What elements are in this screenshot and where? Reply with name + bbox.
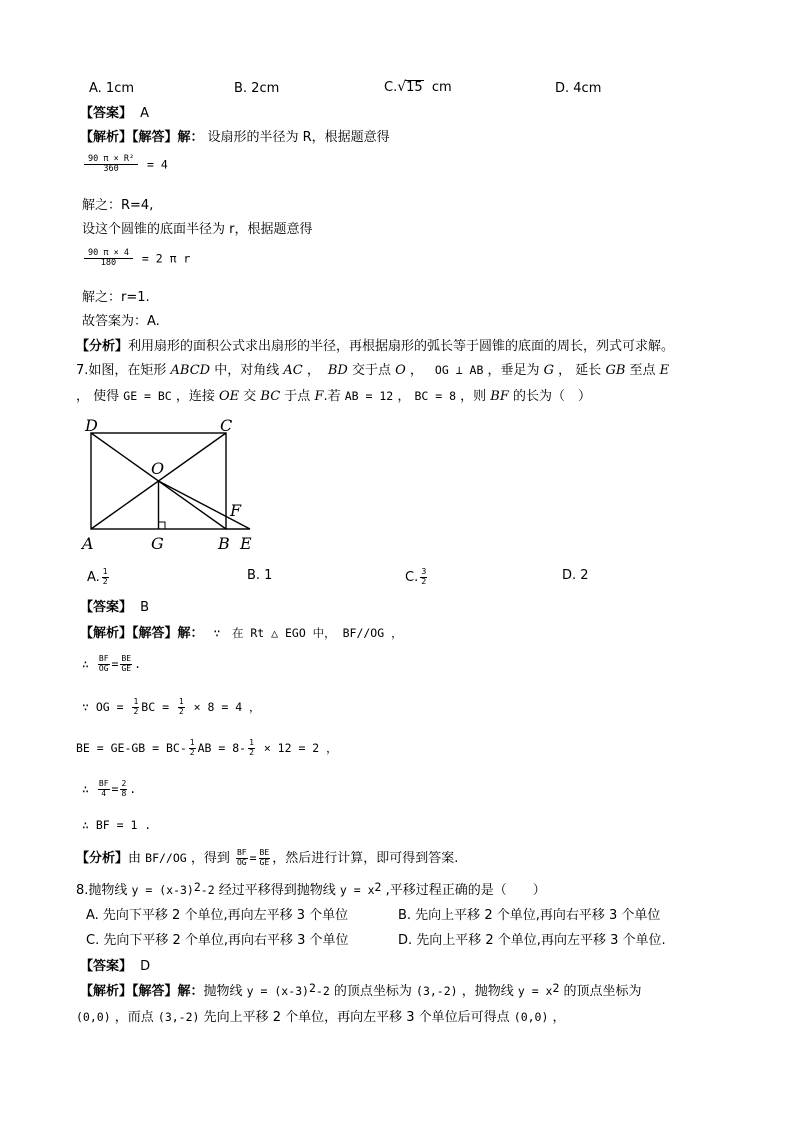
stem-var: GB <box>605 363 626 378</box>
fraction-numerator: BE <box>259 848 270 857</box>
analysis-tag: 【解析】【解答】解： <box>80 984 204 999</box>
period: . <box>134 656 142 671</box>
formula-rhs: = 2 π r <box>141 251 191 266</box>
fenxi-text: ，然后进行计算，即可得到答案. <box>272 850 459 866</box>
analysis-math: -2 <box>315 984 330 998</box>
stem-var: G <box>543 363 555 378</box>
label-c: C <box>220 418 233 435</box>
stem-text: ，垂足为 <box>483 363 544 378</box>
math-text: BC = <box>141 699 176 714</box>
q7-analysis-line5 <box>82 780 136 799</box>
fenxi-text: 利用扇形的面积公式求出扇形的半径，再根据扇形的弧长等于圆锥的底面的周长，列式可求解。 <box>128 339 675 354</box>
math-text: × 12 = 2 ， <box>256 740 338 755</box>
q7-option-a <box>87 568 111 587</box>
stem-text: 中，对角线 <box>210 363 284 378</box>
analysis-text: ， <box>548 1010 566 1025</box>
stem-math: AB = 12 <box>344 389 394 403</box>
q6-line5: 故答案为：A. <box>82 314 160 329</box>
stem-var: F <box>314 389 324 404</box>
fraction-denominator: 2 <box>421 576 427 586</box>
q6-analysis-line1 <box>80 131 390 144</box>
q8-option-c: C. 先向下平移 2 个单位,再向右平移 3 个单位 <box>86 933 349 948</box>
stem-text: 至点 <box>625 363 660 378</box>
q7-answer <box>80 601 149 614</box>
q8-analysis-line2 <box>76 1011 566 1024</box>
fraction-numerator: 3 <box>421 567 427 576</box>
label-o: O <box>151 459 165 478</box>
q8-analysis-line1 <box>80 981 642 999</box>
q7-analysis-line4 <box>76 739 338 758</box>
stem-var: E <box>659 363 670 378</box>
stem-text: 交于点 <box>347 363 396 378</box>
stem-var: BF <box>490 389 509 404</box>
math-text: × 8 = 4 ， <box>186 699 261 714</box>
equals: = <box>111 781 119 796</box>
label-f: F <box>230 501 242 520</box>
exponent: 2 <box>552 981 560 995</box>
analysis-text: 的顶点坐标为 <box>329 984 417 999</box>
fraction-denominator: 360 <box>103 164 119 175</box>
fraction-denominator: 2 <box>178 706 184 716</box>
exponent: 2 <box>374 880 382 894</box>
stem-math: GE = BC <box>123 389 172 403</box>
fraction-numerator: BE <box>121 654 132 663</box>
q7-analysis-line1 <box>80 627 403 640</box>
q7-fenxi <box>76 849 458 868</box>
analysis-text: ，抛物线 <box>457 984 518 999</box>
q6-option-c <box>384 80 452 94</box>
q6-option-c-prefix: C. <box>384 80 398 95</box>
analysis-tag: 【解析】【解答】解： <box>80 130 204 145</box>
stem-math: -2 <box>200 883 215 897</box>
fraction-numerator: BF <box>98 654 109 663</box>
stem-text: ， <box>302 363 320 378</box>
q7-analysis-line2 <box>82 655 141 674</box>
analysis-math: y = (x-3) <box>246 984 309 998</box>
stem-text: ， 使得 <box>76 389 124 404</box>
q7-stem-line1 <box>76 364 669 377</box>
answer-value: A <box>140 106 150 121</box>
option-prefix: A. <box>87 569 100 585</box>
stem-math: y = (x-3) <box>131 883 194 897</box>
q8-option-b: B. 先向上平移 2 个单位,再向右平移 3 个单位 <box>398 908 661 923</box>
analysis-text: ，而点 <box>110 1010 158 1025</box>
stem-var: O <box>395 363 406 378</box>
fraction-numerator: BF <box>236 848 247 857</box>
q6-formula-1 <box>82 155 168 175</box>
stem-var: ABCD <box>170 363 211 378</box>
fraction-denominator: 2 <box>249 747 254 757</box>
answer-tag: 【答案】 <box>80 106 133 121</box>
fraction-numerator: 1 <box>189 738 195 747</box>
stem-text: ， <box>405 363 423 378</box>
fraction-denominator: 180 <box>100 258 117 269</box>
q6-line3: 设这个圆锥的底面半径为 r，根据题意得 <box>82 222 313 237</box>
label-g: G <box>151 534 164 553</box>
fraction-denominator: 8 <box>121 788 127 798</box>
q6-fenxi <box>76 340 674 353</box>
fraction-numerator: 1 <box>102 567 108 576</box>
fraction-denominator: 4 <box>101 788 107 798</box>
fraction-numerator: 1 <box>249 738 254 747</box>
stem-text: ， <box>393 389 415 404</box>
q8-answer <box>80 960 150 973</box>
stem-text: 交 <box>239 389 261 404</box>
answer-value: D <box>140 959 151 974</box>
analysis-text: 抛物线 <box>203 984 247 999</box>
fenxi-math: BF//OG <box>145 850 187 865</box>
q7-stem-line2 <box>76 390 591 403</box>
stem-text: ,平移过程正确的是（ ） <box>381 883 546 898</box>
fraction-numerator: 90 π × 4 <box>84 249 133 259</box>
stem-text: ，则 <box>456 389 491 404</box>
analysis-text: 设扇形的半径为 R，根据题意得 <box>207 130 390 145</box>
stem-text: .若 <box>323 389 345 404</box>
q6-option-c-unit: cm <box>431 80 452 95</box>
analysis-text: 的顶点坐标为 <box>559 984 642 999</box>
q7-analysis-line3 <box>82 698 261 717</box>
q6-option-b: B. 2cm <box>234 81 280 96</box>
q8-option-a: A. 先向下平移 2 个单位,再向左平移 3 个单位 <box>86 908 349 923</box>
sqrt-icon: √ <box>397 79 407 95</box>
answer-tag: 【答案】 <box>80 600 133 615</box>
formula-rhs: = 4 <box>147 157 168 172</box>
analysis-text: ∵ 在 Rt △ EGO 中， BF//OG ， <box>213 626 403 640</box>
stem-var: BD <box>327 363 348 378</box>
analysis-math: (0,0) <box>513 1010 549 1024</box>
equals: = <box>111 656 119 671</box>
therefore-icon: ∴ <box>82 781 89 796</box>
stem-text: 7.如图，在矩形 <box>76 363 171 378</box>
fenxi-text: ，得到 <box>186 850 234 866</box>
q6-option-c-radicand: 15 <box>406 80 423 95</box>
label-e: E <box>240 534 252 553</box>
stem-math: y = x <box>339 883 375 897</box>
equals: = <box>249 850 257 865</box>
q7-option-c <box>405 568 429 587</box>
q7-analysis-line6: ∴ BF = 1 . <box>82 818 152 832</box>
option-prefix: C. <box>405 569 419 585</box>
q7-option-d: D. 2 <box>562 568 589 583</box>
stem-text: 于点 <box>280 389 315 404</box>
stem-var: OE <box>219 389 240 404</box>
stem-text: 8.抛物线 <box>76 883 132 898</box>
label-b: B <box>218 534 230 553</box>
label-a: A <box>82 534 94 553</box>
fenxi-tag: 【分析】 <box>76 339 129 354</box>
q6-option-a: A. 1cm <box>89 81 135 96</box>
analysis-tag: 【解析】【解答】解： <box>80 626 204 641</box>
fraction-denominator: 2 <box>133 706 139 716</box>
q6-answer <box>80 107 149 120</box>
answer-value: B <box>140 600 150 615</box>
fraction-denominator: OG <box>98 663 109 673</box>
stem-text: 的长为（ ） <box>508 389 591 404</box>
stem-text: ，连接 <box>171 389 219 404</box>
therefore-icon: ∴ <box>82 656 89 671</box>
math-text: ∵ OG = <box>82 699 131 714</box>
math-text: AB = 8- <box>197 740 247 755</box>
period: . <box>129 781 137 796</box>
stem-text: ， 延长 <box>554 363 606 378</box>
analysis-math: (0,0) <box>76 1010 111 1024</box>
stem-math: OG ⊥ AB <box>434 363 484 377</box>
math-text: BE = GE-GB = BC- <box>76 740 187 755</box>
fenxi-tag: 【分析】 <box>76 850 129 866</box>
fraction-numerator: 1 <box>133 697 139 706</box>
stem-math: BC = 8 <box>414 389 457 403</box>
fraction-numerator: BF <box>98 779 109 788</box>
fenxi-text: 由 <box>128 850 146 866</box>
fraction-denominator: OG <box>236 857 247 867</box>
fraction-numerator: 2 <box>121 779 127 788</box>
fraction-numerator: 1 <box>178 697 184 706</box>
analysis-math: (3,-2) <box>416 984 458 998</box>
fraction-denominator: 2 <box>189 747 195 757</box>
stem-var: AC <box>283 363 303 378</box>
q8-option-d: D. 先向上平移 2 个单位,再向左平移 3 个单位. <box>398 933 666 948</box>
fraction-numerator: 90 π × R² <box>84 155 138 165</box>
stem-var: BC <box>260 389 281 404</box>
q7-option-b: B. 1 <box>247 568 273 583</box>
q8-stem <box>76 880 546 898</box>
fraction-denominator: GE <box>121 663 132 673</box>
label-d: D <box>85 418 98 435</box>
q6-option-d: D. 4cm <box>555 81 602 96</box>
analysis-text: 先向上平移 2 个单位，再向左平移 3 个单位后可得点 <box>199 1010 514 1025</box>
answer-tag: 【答案】 <box>80 959 133 974</box>
stem-text: 经过平移得到抛物线 <box>214 883 340 898</box>
fraction-denominator: GE <box>259 857 270 867</box>
fraction-denominator: 2 <box>102 576 108 586</box>
q6-line4: 解之：r=1. <box>82 290 150 305</box>
analysis-math: (3,-2) <box>157 1010 200 1024</box>
exponent: 2 <box>193 880 201 894</box>
right-angle-mark <box>159 522 166 529</box>
q6-formula-2 <box>82 249 190 269</box>
rectangle-figure <box>80 418 270 558</box>
analysis-math: y = x <box>517 984 553 998</box>
exponent: 2 <box>308 981 316 995</box>
q6-line2: 解之：R=4, <box>82 198 154 213</box>
